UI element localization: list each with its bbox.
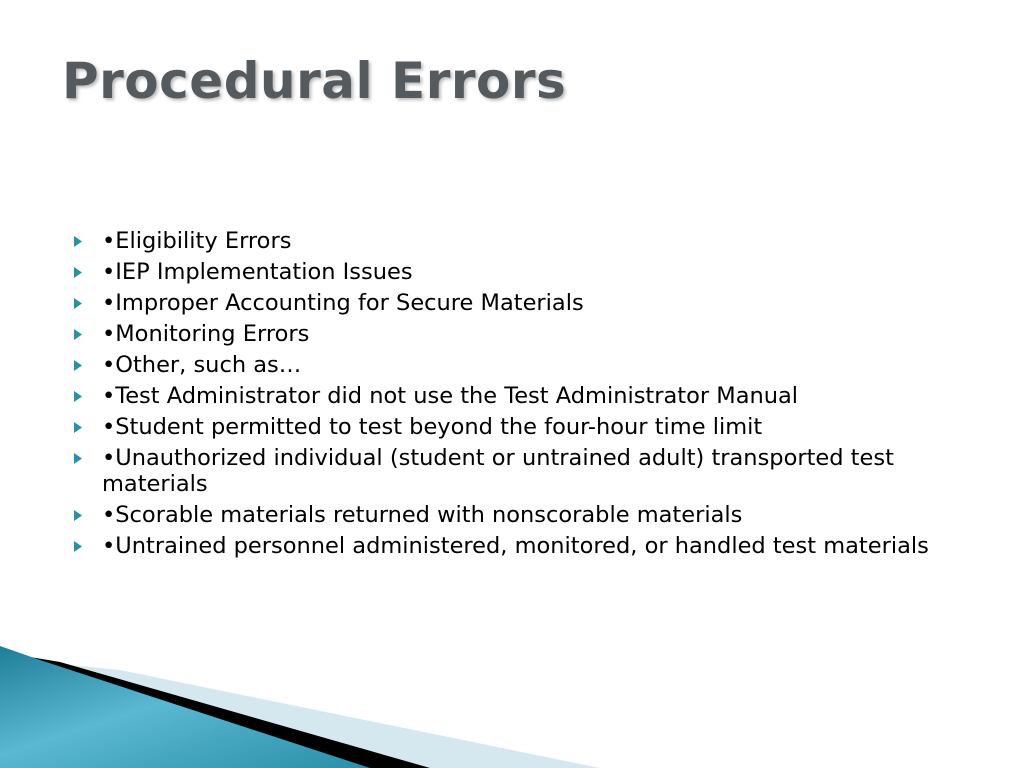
triangle-right-icon [74,414,102,440]
bullet-text: •Untrained personnel administered, monitored, or handled test materials [102,533,929,559]
bullet-text: •Other, such as… [102,352,302,378]
bullet-item-scorable [74,502,954,528]
triangle-right-icon [74,445,102,471]
triangle-right-icon [74,259,102,285]
triangle-right-icon [74,502,102,528]
bullet-text: •IEP Implementation Issues [102,259,413,285]
bullet-item-iep [74,259,954,285]
bullet-item-manual [74,383,954,409]
bullet-item-eligibility [74,228,954,254]
bullet-list [74,228,954,564]
bullet-item-accounting [74,290,954,316]
triangle-right-icon [74,383,102,409]
triangle-right-icon [74,321,102,347]
bullet-text: •Student permitted to test beyond the four-hour time limit [102,414,763,440]
bullet-item-other [74,352,954,378]
bullet-item-monitoring [74,321,954,347]
bullet-item-time-limit [74,414,954,440]
bullet-item-unauthorized [74,445,954,497]
triangle-right-icon [74,228,102,254]
bullet-text: •Test Administrator did not use the Test Administrator Manual [102,383,799,409]
bullet-text: •Monitoring Errors [102,321,310,347]
triangle-right-icon [74,290,102,316]
slide-title: Procedural Errors [62,52,567,110]
bullet-text: •Scorable materials returned with nonscorable materials [102,502,743,528]
bullet-text: •Eligibility Errors [102,228,292,254]
triangle-right-icon [74,352,102,378]
bullet-text: •Unauthorized individual (student or untrained adult) transported test materials [102,445,902,497]
bullet-text: •Improper Accounting for Secure Materials [102,290,584,316]
bullet-item-untrained [74,533,954,559]
triangle-right-icon [74,533,102,559]
decorative-swoosh [0,600,1024,768]
